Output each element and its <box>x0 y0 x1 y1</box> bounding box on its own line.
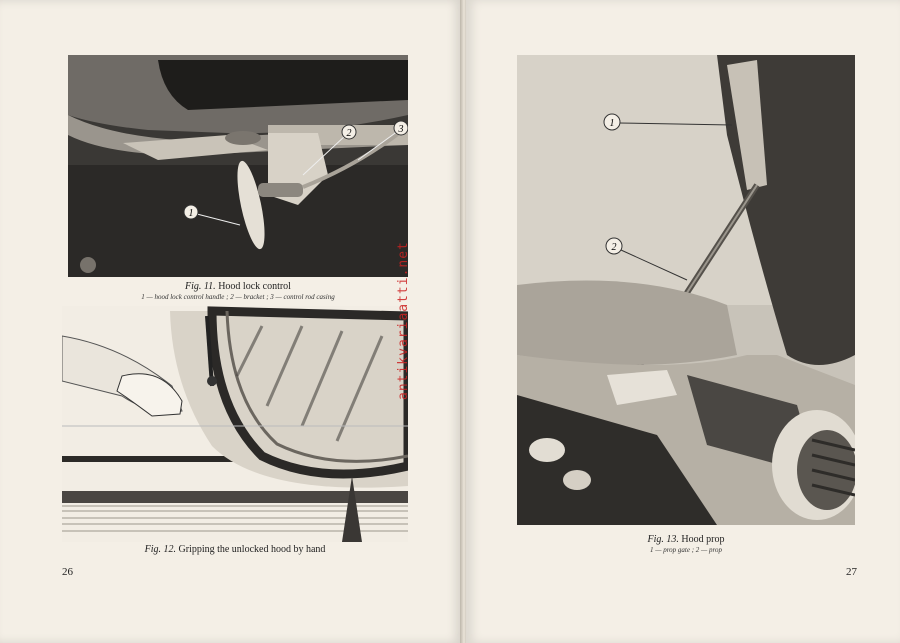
fig13-title: Fig. 13. Hood prop <box>647 534 725 545</box>
watermark: antikvariaatti.net <box>396 241 411 400</box>
fig13-callout-2: 2 <box>611 242 617 253</box>
fig12-caption <box>62 544 408 555</box>
page-number-right: 27 <box>846 566 857 578</box>
fig11-callout-2: 2 <box>346 128 352 139</box>
fig13-legend: 1 — prop gate ; 2 — prop <box>649 546 722 554</box>
fig13-callout-1: 1 <box>609 118 615 129</box>
fig13-caption <box>517 534 855 554</box>
fig11-photo <box>68 55 408 277</box>
fig11-title: Fig. 11. Hood lock control <box>185 281 291 292</box>
fig12-photo <box>62 306 408 542</box>
page-number-left: 26 <box>62 566 73 578</box>
fig11-legend: 1 — hood lock control handle ; 2 — bracket ; 3 — control rod casing <box>141 293 335 301</box>
fig13-photo <box>517 55 855 525</box>
fig11-callout-1: 1 <box>188 208 194 219</box>
fig12-title: Fig. 12. Gripping the unlocked hood by hand <box>144 544 326 555</box>
fig11-caption <box>68 281 408 301</box>
fig11-callout-3: 3 <box>398 124 404 135</box>
